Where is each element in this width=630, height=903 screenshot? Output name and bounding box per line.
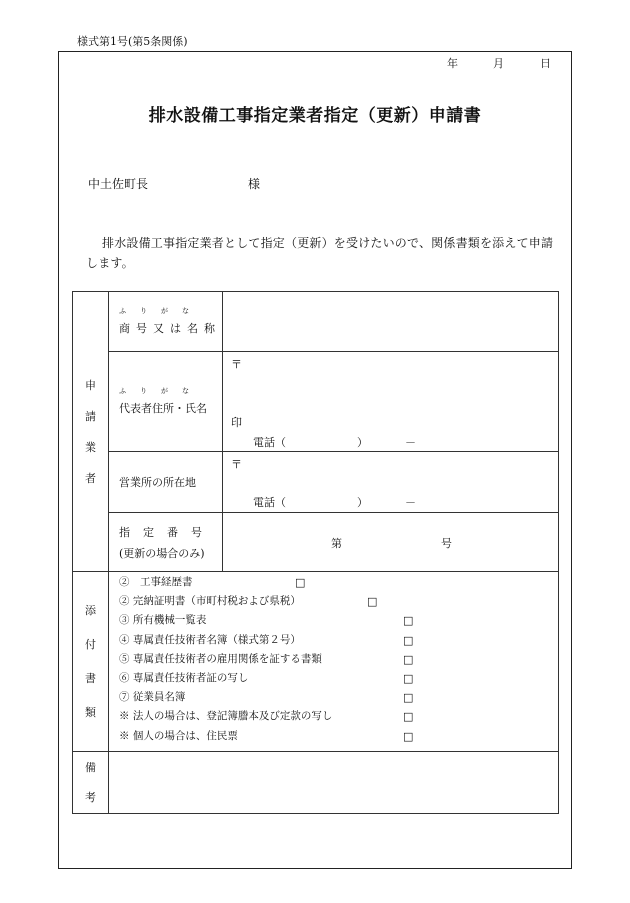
phone-dash: － [405,496,416,509]
representative-label-cell [109,352,223,452]
phone-close: ） [357,496,368,509]
office-label: 営業所の所在地 [119,476,196,489]
designation-number-field[interactable] [223,513,559,572]
checkbox[interactable]: □ [403,633,414,647]
trade-name-label: 商号又は名称 [119,322,221,335]
attachments-char: 付 [85,637,96,651]
attachment-text: ⑤ 専属責任技術者の雇用関係を証する書類 [119,652,322,665]
document-title: 排水設備工事指定業者指定（更新）申請書 [148,106,482,126]
attachment-item [109,669,558,688]
applicant-char: 業 [85,440,96,454]
attachment-item [109,727,558,746]
checkbox[interactable]: □ [367,595,378,609]
attachment-text: ② 工事経歴書 [119,576,193,588]
date-year-label: 年 [447,57,458,70]
checkbox[interactable]: □ [403,729,414,743]
attachments-char: 書 [85,671,96,685]
applicant-char: 者 [85,471,96,485]
attachment-item [109,592,558,611]
attachment-text: ③ 所有機械一覧表 [119,614,207,627]
attachment-text: ※ 個人の場合は、住民票 [119,729,238,742]
trade-name-field[interactable] [223,292,559,352]
applicant-char: 申 [85,378,96,392]
attachment-text: ⑥ 専属責任技術者証の写し [119,671,249,684]
checkbox[interactable]: □ [295,576,306,589]
attachment-item [109,707,558,726]
date-day-label: 日 [540,57,551,70]
trade-name-label-cell [109,292,223,352]
form-number-label: 様式第1号(第5条関係) [77,35,188,48]
go-label: 号 [441,537,452,550]
representative-field[interactable] [223,352,559,452]
attachment-text: ② 完納証明書（市町村税および県税） [119,595,301,608]
date-month-label: 月 [493,57,504,70]
remarks-char: 備 [85,760,96,774]
postal-mark: 〒 [231,358,242,371]
representative-furigana: ふりがな [119,387,203,395]
attachment-text: ⑦ 従業員名簿 [119,691,186,704]
checkbox[interactable]: □ [403,710,414,724]
phone-close: ） [357,436,368,449]
phone-dash: － [405,436,416,449]
attachment-item [109,650,558,669]
remarks-field[interactable] [109,752,559,814]
attachment-item [109,573,558,592]
representative-label: 代表者住所・氏名 [119,402,207,415]
application-statement: 排水設備工事指定業者として指定（更新）を受けたいので、関係書類を添えて申請します。 [86,236,554,270]
seal-mark: 印 [231,416,242,429]
office-address-field[interactable] [223,452,559,513]
attachments-section-label [73,572,109,752]
attachments-list [109,572,559,752]
attachments-char: 類 [85,705,96,719]
honorific: 様 [248,177,261,191]
applicant-section-label [73,292,109,572]
dai-label: 第 [331,537,342,550]
attachment-text: ④ 専属責任技術者名簿（様式第２号） [119,633,301,646]
application-table [72,291,559,814]
designation-number-label: 指定番号 [119,525,215,539]
postal-mark: 〒 [231,458,242,471]
checkbox[interactable]: □ [403,652,414,666]
attachment-text: ※ 法人の場合は、登記簿謄本及び定款の写し [119,710,333,723]
remarks-section-label [73,752,109,814]
addressee: 中土佐町長 [88,177,149,191]
checkbox[interactable]: □ [403,691,414,705]
phone-label: 電話（ [253,496,286,509]
phone-label: 電話（ [253,436,286,449]
attachment-item [109,611,558,630]
attachment-item [109,688,558,707]
applicant-char: 請 [85,409,96,423]
renewal-only-note: (更新の場合のみ) [119,546,205,560]
checkbox[interactable]: □ [403,614,414,628]
office-label-cell [109,452,223,513]
checkbox[interactable]: □ [403,671,414,685]
attachment-item [109,631,558,650]
designation-number-label-cell [109,513,223,572]
attachments-char: 添 [85,603,96,617]
remarks-char: 考 [85,790,96,804]
trade-name-furigana: ふりがな [119,307,203,315]
